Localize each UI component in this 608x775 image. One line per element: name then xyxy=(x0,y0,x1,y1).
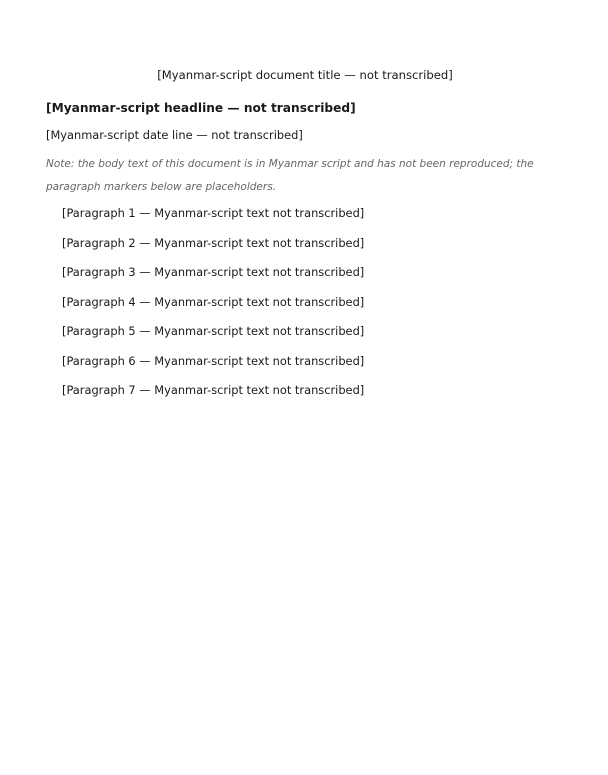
transcription-note: Note: the body text of this document is in Myanmar script and has not been reproduced; the paragraph markers below are placeholders. xyxy=(46,158,534,193)
paragraph: [Paragraph 4 — Myanmar-script text not transcribed] xyxy=(62,294,365,309)
paragraph: [Paragraph 2 — Myanmar-script text not transcribed] xyxy=(62,235,365,250)
paragraph: [Paragraph 5 — Myanmar-script text not transcribed] xyxy=(62,324,365,338)
headline: [Myanmar-script headline — not transcribed] xyxy=(46,100,356,115)
paragraph: [Paragraph 6 — Myanmar-script text not transcribed] xyxy=(62,353,365,368)
dateline: [Myanmar-script date line — not transcribed] xyxy=(46,127,303,142)
paragraph: [Paragraph 3 — Myanmar-script text not transcribed] xyxy=(62,265,365,279)
paragraph: [Paragraph 1 — Myanmar-script text not transcribed] xyxy=(62,206,365,220)
body-text xyxy=(46,202,564,402)
paragraph: [Paragraph 7 — Myanmar-script text not transcribed] xyxy=(62,383,365,397)
document-title: [Myanmar-script document title — not transcribed] xyxy=(157,68,453,82)
